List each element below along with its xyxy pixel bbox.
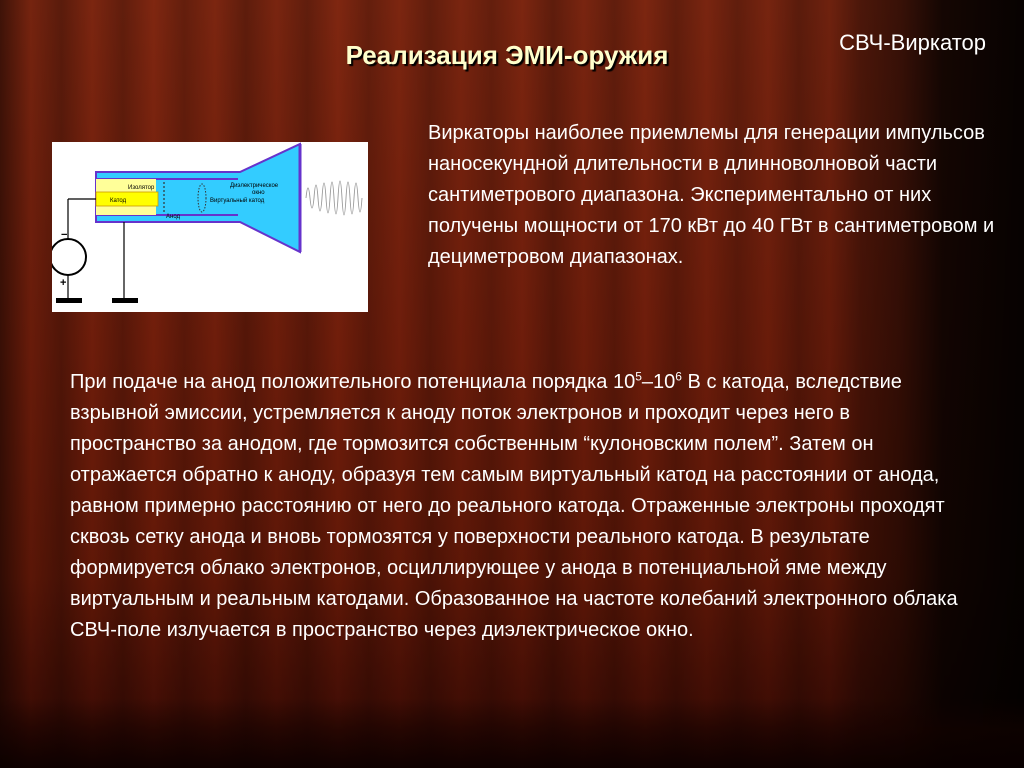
- vircator-diagram-svg: [52, 142, 368, 312]
- label-dielectric-window-2: окно: [252, 190, 265, 196]
- main-paragraph: [70, 367, 970, 646]
- label-minus: −: [61, 229, 68, 241]
- label-dielectric-window-1: Диэлектрическое: [230, 183, 279, 189]
- exponent-6: 6: [675, 369, 682, 384]
- voltage-source: [52, 239, 86, 275]
- ground-bar-source: [56, 298, 82, 303]
- label-anode: Анод: [166, 214, 181, 220]
- side-paragraph: Виркаторы наиболее приемлемы для генерации импульсов наносекундной длительности в длинноволновой части сантиметрового диапазона. Экспериментально от них получены мощности от 170 кВт до 40 ГВт в сантиметровом и дециметровом диапазонах.: [428, 122, 995, 268]
- vircator-diagram: [52, 142, 368, 312]
- corner-label: СВЧ-Виркатор: [839, 30, 986, 55]
- main-text-part2: В с катода, вследствие взрывной эмиссии, устремляется к аноду поток электронов и проходит через него в пространство за анодом, где тормозится собственным “кулоновским полем”. Затем он отражается обратно к аноду, образуя тем самым виртуальный катод на расстоянии от анода, равном примерно расстоянию от него до реального катода. Отраженные электроны проходят сквозь сетку анода и вновь тормозятся у поверхности реального катода. В результате формируется облако электронов, осциллирующее у анода в потенциальной яме между виртуальным и реальным катодами. Образованное на частоте колебаний электронного облака СВЧ-поле излучается в пространство через диэлектрическое окно.: [70, 371, 958, 641]
- label-virtual-cathode: Виртуальный катод: [210, 198, 265, 204]
- slide-title: Реализация ЭМИ-оружия: [345, 40, 669, 70]
- cathode-block: [96, 192, 158, 206]
- exponent-5: 5: [635, 369, 642, 384]
- curtain-hem: [0, 698, 1024, 768]
- main-text-part1: При подаче на анод положительного потенциала порядка 10: [70, 371, 636, 393]
- label-plus: +: [60, 277, 67, 289]
- label-cathode: Катод: [110, 198, 127, 204]
- ground-bar-anode: [112, 298, 138, 303]
- emitted-wave: [306, 181, 362, 215]
- label-insulator: Изолятор: [128, 185, 155, 191]
- main-text-dash: –10: [641, 371, 676, 393]
